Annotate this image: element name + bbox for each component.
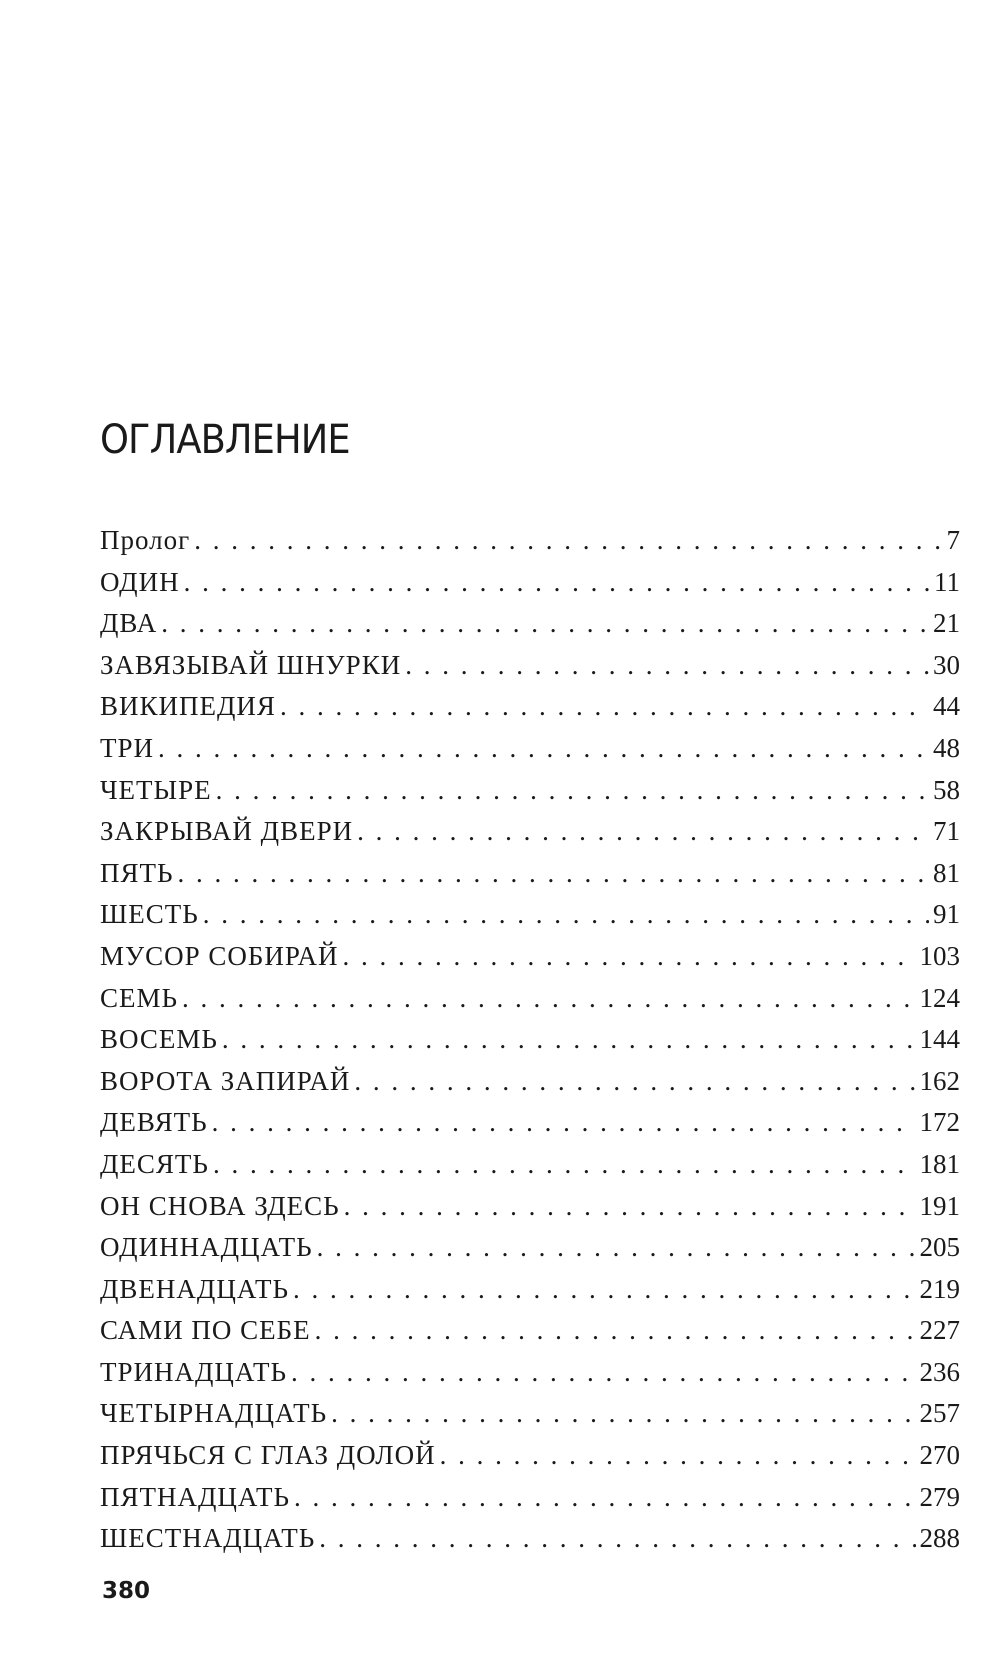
toc-dot-leader [280, 686, 929, 728]
toc-entry-page: 172 [919, 1107, 960, 1138]
toc-dot-leader [212, 1102, 916, 1144]
toc-entry-page: 191 [919, 1190, 960, 1221]
toc-dot-leader [184, 562, 930, 604]
toc-entry [100, 1393, 960, 1435]
toc-entry [100, 978, 960, 1020]
toc-entry [100, 1186, 960, 1228]
toc-entry-page: 236 [919, 1356, 960, 1387]
toc-entry-title: ДВА [100, 608, 158, 639]
toc-entry-page: 58 [933, 774, 960, 805]
toc-entry-title: ОДИННАДЦАТЬ [100, 1232, 313, 1263]
toc-entry-title: ЧЕТЫРЕ [100, 774, 212, 805]
toc-entry [100, 1019, 960, 1061]
toc-entry-page: 257 [919, 1398, 960, 1429]
toc-entry-page: 103 [919, 940, 960, 971]
toc-entry [100, 686, 960, 728]
toc-entry-page: 91 [933, 899, 960, 930]
toc-entry-title: ОДИН [100, 566, 180, 597]
toc-entry [100, 770, 960, 812]
toc-entry-page: 279 [919, 1481, 960, 1512]
toc-dot-leader [216, 770, 929, 812]
toc-dot-leader [354, 1061, 915, 1103]
toc-dot-leader [291, 1352, 915, 1394]
toc-dot-leader [194, 520, 942, 562]
toc-entry [100, 1310, 960, 1352]
toc-entry-title: ВИКИПЕДИЯ [100, 691, 276, 722]
toc-dot-leader [331, 1393, 915, 1435]
toc-entry [100, 1477, 960, 1519]
toc-entry-page: 288 [919, 1523, 960, 1554]
toc-entry-title: СЕМЬ [100, 982, 179, 1013]
toc-entry [100, 1435, 960, 1477]
toc-dot-leader [161, 603, 929, 645]
toc-entry [100, 1352, 960, 1394]
toc-dot-leader [182, 978, 915, 1020]
toc-dot-leader [317, 1227, 916, 1269]
toc-dot-leader [440, 1435, 916, 1477]
toc-entry-page: 144 [919, 1024, 960, 1055]
toc-dot-leader [342, 936, 915, 978]
toc-entry-title: ЧЕТЫРНАДЦАТЬ [100, 1398, 328, 1429]
toc-entry [100, 936, 960, 978]
toc-entry-page: 30 [933, 649, 960, 680]
toc-entry-title: МУСОР СОБИРАЙ [100, 940, 339, 971]
toc-entry-page: 124 [919, 982, 960, 1013]
toc-entry-title: ПЯТНАДЦАТЬ [100, 1481, 291, 1512]
toc-entry [100, 645, 960, 687]
toc-heading: ОГЛАВЛЕНИЕ [100, 417, 350, 463]
toc-entry-title: ВОРОТА ЗАПИРАЙ [100, 1065, 351, 1096]
toc-entry [100, 1144, 960, 1186]
toc-entry-page: 181 [919, 1148, 960, 1179]
toc-entry-title: ОН СНОВА ЗДЕСЬ [100, 1190, 340, 1221]
toc-entry [100, 520, 960, 562]
toc-entry-title: ПРЯЧЬСЯ С ГЛАЗ ДОЛОЙ [100, 1440, 436, 1471]
toc-dot-leader [357, 811, 929, 853]
toc-dot-leader [294, 1477, 915, 1519]
toc-entry-page: 21 [933, 608, 960, 639]
toc-entry-title: ТРИ [100, 732, 155, 763]
toc-dot-leader [344, 1186, 916, 1228]
toc-entry-title: ДЕСЯТЬ [100, 1148, 209, 1179]
toc-entry-page: 11 [934, 566, 960, 597]
toc-dot-leader [405, 645, 929, 687]
toc-entry-title: ПЯТЬ [100, 857, 174, 888]
toc-entry-page: 219 [919, 1273, 960, 1304]
toc-entry [100, 562, 960, 604]
toc-entry-title: ЗАВЯЗЫВАЙ ШНУРКИ [100, 649, 402, 680]
toc-entry-page: 7 [946, 525, 960, 555]
toc-entry-title: ВОСЕМЬ [100, 1024, 218, 1055]
toc-entry-page: 270 [919, 1440, 960, 1471]
toc-entry [100, 894, 960, 936]
toc-dot-leader [222, 1019, 916, 1061]
toc-dot-leader [213, 1144, 916, 1186]
toc-entry-title: ТРИНАДЦАТЬ [100, 1356, 288, 1387]
toc-entry-page: 81 [933, 857, 960, 888]
toc-entry [100, 1269, 960, 1311]
toc-dot-leader [158, 728, 929, 770]
toc-entry [100, 1227, 960, 1269]
page-number: 380 [102, 1578, 151, 1604]
toc-entry-title: САМИ ПО СЕБЕ [100, 1315, 311, 1346]
toc-entry-title: ДЕВЯТЬ [100, 1107, 208, 1138]
toc-entry-title: ЗАКРЫВАЙ ДВЕРИ [100, 816, 354, 847]
toc-dot-leader [315, 1310, 916, 1352]
toc-entry [100, 1061, 960, 1103]
toc-entry-page: 44 [933, 691, 960, 722]
toc-entry-page: 162 [919, 1065, 960, 1096]
toc-entry-page: 227 [919, 1315, 960, 1346]
toc-list [100, 520, 960, 1560]
toc-entry-title: ШЕСТЬ [100, 899, 199, 930]
toc-dot-leader [178, 853, 929, 895]
toc-entry [100, 811, 960, 853]
toc-entry-title: Пролог [100, 525, 191, 555]
toc-entry [100, 853, 960, 895]
toc-dot-leader [319, 1518, 915, 1560]
toc-entry-title: ДВЕНАДЦАТЬ [100, 1273, 289, 1304]
toc-entry [100, 728, 960, 770]
toc-entry-page: 205 [919, 1232, 960, 1263]
toc-entry [100, 1518, 960, 1560]
toc-dot-leader [203, 894, 929, 936]
toc-entry [100, 603, 960, 645]
toc-entry-page: 71 [933, 816, 960, 847]
toc-entry-page: 48 [933, 732, 960, 763]
toc-entry [100, 1102, 960, 1144]
toc-dot-leader [293, 1269, 916, 1311]
toc-entry-title: ШЕСТНАДЦАТЬ [100, 1523, 316, 1554]
